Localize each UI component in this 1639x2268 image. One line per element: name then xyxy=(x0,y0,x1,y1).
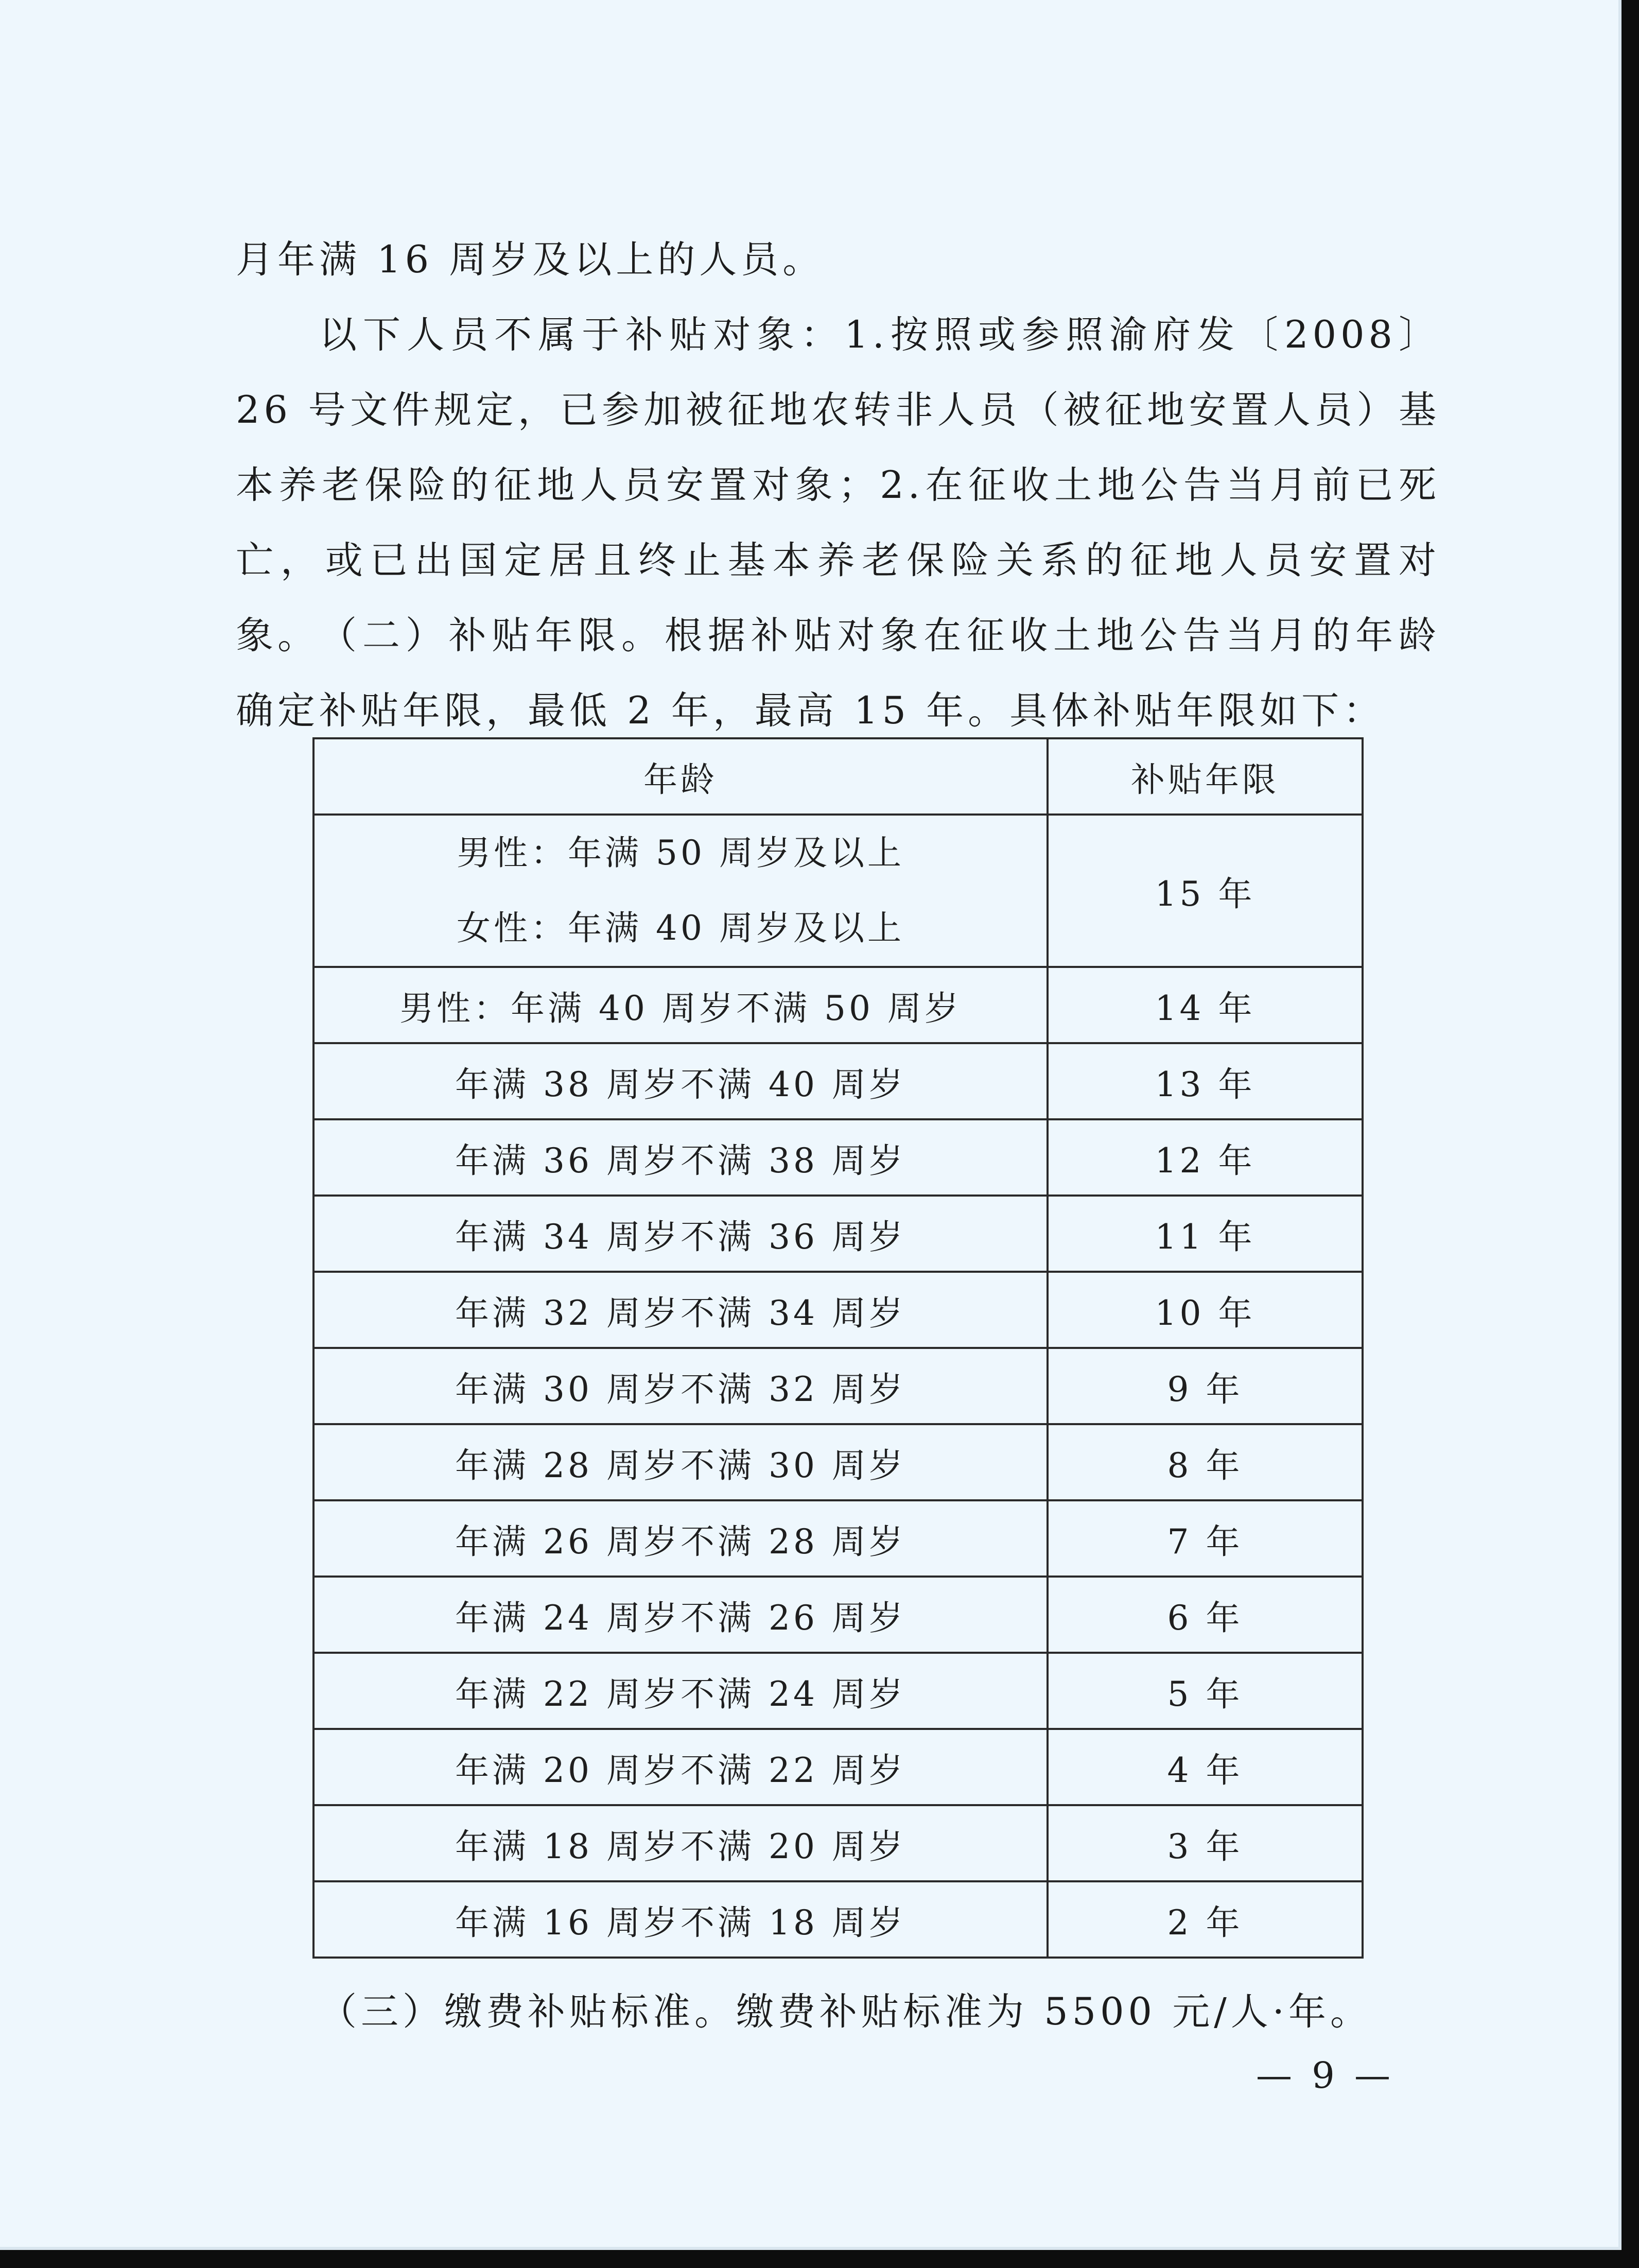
page-number: — 9 — xyxy=(1256,2054,1395,2097)
age-cell: 年满 24 周岁不满 26 周岁 xyxy=(313,1577,1048,1653)
age-cell: 男性：年满 40 周岁不满 50 周岁 xyxy=(313,967,1048,1043)
table-row xyxy=(313,815,1363,967)
age-cell: 年满 18 周岁不满 20 周岁 xyxy=(313,1805,1048,1881)
age-cell: 年满 34 周岁不满 36 周岁 xyxy=(313,1196,1048,1272)
age-cell: 年满 38 周岁不满 40 周岁 xyxy=(313,1043,1048,1119)
table-row xyxy=(313,1424,1363,1500)
age-line-female: 女性：年满 40 周岁及以上 xyxy=(457,908,904,948)
age-cell: 年满 20 周岁不满 22 周岁 xyxy=(313,1729,1048,1805)
subsidy-years-table xyxy=(312,737,1364,1959)
paragraph-continuation xyxy=(236,222,1440,298)
years-cell: 8 年 xyxy=(1048,1424,1363,1500)
scan-edge-bottom xyxy=(0,2250,1639,2268)
table-row xyxy=(313,967,1363,1043)
years-cell: 10 年 xyxy=(1048,1272,1363,1348)
paragraph-payment-standard xyxy=(236,1975,1440,2050)
table-row xyxy=(313,1653,1363,1729)
table-header-row xyxy=(313,738,1363,815)
years-cell: 4 年 xyxy=(1048,1729,1363,1805)
header-years: 补贴年限 xyxy=(1048,738,1363,815)
years-cell: 5 年 xyxy=(1048,1653,1363,1729)
paragraph-text: （二）补贴年限。根据补贴对象在征收土地公告当月的年龄确定补贴年限，最低 2 年，最高 15 年。具体补贴年限如下： xyxy=(236,614,1440,733)
years-cell: 2 年 xyxy=(1048,1881,1363,1958)
paragraph-text: （三）缴费补贴标准。缴费补贴标准为 5500 元/人·年。 xyxy=(319,1990,1372,2034)
table-row xyxy=(313,1577,1363,1653)
age-cell: 年满 32 周岁不满 34 周岁 xyxy=(313,1272,1048,1348)
years-cell: 13 年 xyxy=(1048,1043,1363,1119)
table-row xyxy=(313,1043,1363,1119)
table-row xyxy=(313,1805,1363,1881)
years-cell: 11 年 xyxy=(1048,1196,1363,1272)
years-cell: 9 年 xyxy=(1048,1348,1363,1424)
paragraph-text: 月年满 16 周岁及以上的人员。 xyxy=(236,238,825,282)
table-row xyxy=(313,1881,1363,1958)
age-cell: 年满 16 周岁不满 18 周岁 xyxy=(313,1881,1048,1958)
paragraph-subsidy-years xyxy=(236,598,1440,749)
years-cell: 3 年 xyxy=(1048,1805,1363,1881)
table-row xyxy=(313,1196,1363,1272)
age-cell: 年满 22 周岁不满 24 周岁 xyxy=(313,1653,1048,1729)
years-cell: 15 年 xyxy=(1048,815,1363,967)
age-cell xyxy=(313,815,1048,967)
age-cell: 年满 26 周岁不满 28 周岁 xyxy=(313,1500,1048,1577)
table-row xyxy=(313,1729,1363,1805)
scan-edge-right xyxy=(1621,0,1639,2268)
age-cell: 年满 30 周岁不满 32 周岁 xyxy=(313,1348,1048,1424)
table-row xyxy=(313,1119,1363,1196)
header-age: 年龄 xyxy=(313,738,1048,815)
age-cell: 年满 36 周岁不满 38 周岁 xyxy=(313,1119,1048,1196)
table-row xyxy=(313,1500,1363,1577)
table-row xyxy=(313,1272,1363,1348)
age-line-male: 男性：年满 50 周岁及以上 xyxy=(457,833,904,873)
years-cell: 14 年 xyxy=(1048,967,1363,1043)
years-cell: 7 年 xyxy=(1048,1500,1363,1577)
years-cell: 6 年 xyxy=(1048,1577,1363,1653)
table-row xyxy=(313,1348,1363,1424)
age-cell: 年满 28 周岁不满 30 周岁 xyxy=(313,1424,1048,1500)
years-cell: 12 年 xyxy=(1048,1119,1363,1196)
paragraph-text: 以下人员不属于补贴对象：1.按照或参照渝府发〔2008〕26 号文件规定，已参加被征地农转非人员（被征地安置人员）基本养老保险的征地人员安置对象；2.在征收土地公告当月前已死亡，或已出国定居且终止基本养老保险关系的征地人员安置对象。 xyxy=(236,313,1440,657)
